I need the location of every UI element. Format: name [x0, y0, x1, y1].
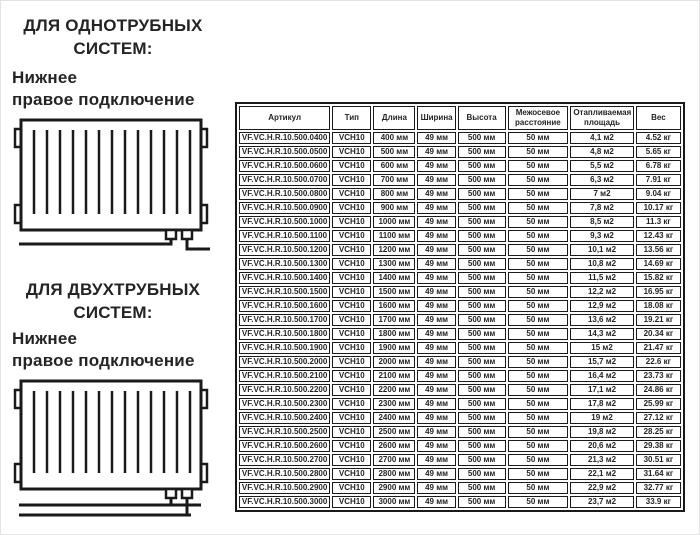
table-cell: 1300 мм	[373, 258, 415, 270]
table-row	[239, 216, 681, 228]
table-cell: 49 мм	[417, 440, 455, 452]
table-cell: 500 мм	[458, 244, 506, 256]
table-cell: 28.25 кг	[636, 426, 681, 438]
table-cell: 14.69 кг	[636, 258, 681, 270]
table-cell: VF.VC.H.R.10.500.1300	[239, 258, 330, 270]
table-cell: 32.77 кг	[636, 482, 681, 494]
table-cell: 20.34 кг	[636, 328, 681, 340]
table-cell: VF.VC.H.R.10.500.2900	[239, 482, 330, 494]
table-cell: 500 мм	[458, 272, 506, 284]
table-cell: 49 мм	[417, 132, 455, 144]
table-row	[239, 356, 681, 368]
table-cell: 49 мм	[417, 300, 455, 312]
table-cell: 49 мм	[417, 412, 455, 424]
table-cell: 49 мм	[417, 258, 455, 270]
table-row	[239, 174, 681, 186]
table-cell: 49 мм	[417, 216, 455, 228]
table-cell: 500 мм	[458, 482, 506, 494]
table-cell: 21.47 кг	[636, 342, 681, 354]
table-cell: VCH10	[332, 398, 371, 410]
table-cell: 50 мм	[508, 258, 569, 270]
table-cell: 49 мм	[417, 146, 455, 158]
table-row	[239, 230, 681, 242]
table-cell: 50 мм	[508, 412, 569, 424]
table-row	[239, 328, 681, 340]
table-cell: VCH10	[332, 160, 371, 172]
table-cell: 50 мм	[508, 468, 569, 480]
table-cell: VF.VC.H.R.10.500.1200	[239, 244, 330, 256]
table-cell: 500 мм	[458, 230, 506, 242]
table-cell: 49 мм	[417, 286, 455, 298]
table-cell: 500 мм	[458, 398, 506, 410]
table-cell: 2800 мм	[373, 468, 415, 480]
table-cell: 500 мм	[458, 160, 506, 172]
table-cell: 10.17 кг	[636, 202, 681, 214]
table-cell: 14,3 м2	[570, 328, 633, 340]
table-cell: 50 мм	[508, 272, 569, 284]
table-cell: 50 мм	[508, 132, 569, 144]
table-row	[239, 482, 681, 494]
table-cell: 16,4 м2	[570, 370, 633, 382]
table-cell: 500 мм	[458, 300, 506, 312]
table-cell: 1100 мм	[373, 230, 415, 242]
section-subtitle-line1: Нижнее	[12, 329, 78, 348]
table-cell: 23.73 кг	[636, 370, 681, 382]
table-cell: VF.VC.H.R.10.500.2300	[239, 398, 330, 410]
radiator-two-pipe-diagram-icon	[11, 371, 221, 521]
table-cell: VF.VC.H.R.10.500.1900	[239, 342, 330, 354]
table-cell: VF.VC.H.R.10.500.2700	[239, 454, 330, 466]
section-title-line1: ДЛЯ ОДНОТРУБНЫХ	[23, 16, 203, 35]
table-cell: 500 мм	[458, 356, 506, 368]
table-cell: 500 мм	[458, 314, 506, 326]
table-row	[239, 188, 681, 200]
table-cell: 9,3 м2	[570, 230, 633, 242]
table-cell: 17,8 м2	[570, 398, 633, 410]
table-cell: 50 мм	[508, 230, 569, 242]
table-cell: VCH10	[332, 370, 371, 382]
table-cell: 2600 мм	[373, 440, 415, 452]
table-cell: VCH10	[332, 384, 371, 396]
table-cell: VCH10	[332, 188, 371, 200]
table-cell: 50 мм	[508, 454, 569, 466]
table-cell: 50 мм	[508, 426, 569, 438]
column-header: Высота	[458, 106, 506, 130]
table-cell: 400 мм	[373, 132, 415, 144]
table-cell: 4,8 м2	[570, 146, 633, 158]
table-cell: 50 мм	[508, 314, 569, 326]
table-cell: 9.04 кг	[636, 188, 681, 200]
table-row	[239, 258, 681, 270]
table-cell: 500 мм	[458, 440, 506, 452]
table-cell: VCH10	[332, 230, 371, 242]
table-cell: 31.64 кг	[636, 468, 681, 480]
table-cell: VCH10	[332, 216, 371, 228]
table-cell: 49 мм	[417, 496, 455, 508]
table-cell: VCH10	[332, 454, 371, 466]
table-cell: VCH10	[332, 146, 371, 158]
column-header: Ширина	[417, 106, 455, 130]
table-cell: 3000 мм	[373, 496, 415, 508]
table-cell: 49 мм	[417, 160, 455, 172]
section-title-line2: СИСТЕМ:	[73, 303, 153, 322]
table-cell: VF.VC.H.R.10.500.0800	[239, 188, 330, 200]
table-cell: 50 мм	[508, 146, 569, 158]
table-cell: 49 мм	[417, 188, 455, 200]
table-cell: 1000 мм	[373, 216, 415, 228]
table-cell: 50 мм	[508, 342, 569, 354]
table-cell: 50 мм	[508, 244, 569, 256]
table-cell: 500 мм	[458, 496, 506, 508]
table-row	[239, 300, 681, 312]
table-cell: 5.65 кг	[636, 146, 681, 158]
table-cell: 50 мм	[508, 286, 569, 298]
table-row	[239, 314, 681, 326]
table-cell: 15,7 м2	[570, 356, 633, 368]
table-cell: 2100 мм	[373, 370, 415, 382]
table-cell: 1800 мм	[373, 328, 415, 340]
table-cell: VF.VC.H.R.10.500.0600	[239, 160, 330, 172]
section-title-line1: ДЛЯ ДВУХТРУБНЫХ	[25, 280, 201, 299]
table-cell: 500 мм	[458, 468, 506, 480]
table-cell: 500 мм	[458, 202, 506, 214]
section-title-line2: СИСТЕМ:	[73, 39, 153, 58]
table-row	[239, 468, 681, 480]
table-cell: VCH10	[332, 258, 371, 270]
table-cell: 1500 мм	[373, 286, 415, 298]
table-row	[239, 202, 681, 214]
table-cell: VCH10	[332, 468, 371, 480]
section-subtitle-single-pipe	[12, 67, 195, 111]
table-cell: 2900 мм	[373, 482, 415, 494]
table-row	[239, 244, 681, 256]
table-cell: VCH10	[332, 440, 371, 452]
table-cell: 800 мм	[373, 188, 415, 200]
table-row	[239, 426, 681, 438]
table-cell: VF.VC.H.R.10.500.0400	[239, 132, 330, 144]
table-cell: VF.VC.H.R.10.500.0700	[239, 174, 330, 186]
table-cell: 6.78 кг	[636, 160, 681, 172]
section-subtitle-line2: правое подключение	[12, 90, 195, 109]
table-row	[239, 412, 681, 424]
spec-table-body	[239, 132, 681, 508]
table-row	[239, 440, 681, 452]
table-cell: 25.99 кг	[636, 398, 681, 410]
table-cell: 23,7 м2	[570, 496, 633, 508]
table-cell: 50 мм	[508, 370, 569, 382]
table-cell: VF.VC.H.R.10.500.2200	[239, 384, 330, 396]
table-cell: 49 мм	[417, 230, 455, 242]
spec-table	[235, 102, 685, 512]
table-cell: 700 мм	[373, 174, 415, 186]
table-cell: VF.VC.H.R.10.500.2000	[239, 356, 330, 368]
table-cell: VF.VC.H.R.10.500.1600	[239, 300, 330, 312]
table-cell: 500 мм	[458, 258, 506, 270]
table-cell: 500 мм	[458, 384, 506, 396]
table-cell: VCH10	[332, 314, 371, 326]
table-cell: 500 мм	[458, 426, 506, 438]
table-cell: VCH10	[332, 412, 371, 424]
table-cell: 12.43 кг	[636, 230, 681, 242]
table-cell: 29.38 кг	[636, 440, 681, 452]
table-header-row	[239, 106, 681, 130]
column-header: Длина	[373, 106, 415, 130]
table-cell: 49 мм	[417, 370, 455, 382]
table-cell: 27.12 кг	[636, 412, 681, 424]
table-cell: 22.6 кг	[636, 356, 681, 368]
table-cell: 7.91 кг	[636, 174, 681, 186]
table-row	[239, 384, 681, 396]
table-cell: 11,5 м2	[570, 272, 633, 284]
table-cell: 2300 мм	[373, 398, 415, 410]
table-cell: 19,8 м2	[570, 426, 633, 438]
table-cell: 49 мм	[417, 272, 455, 284]
table-cell: 13.56 кг	[636, 244, 681, 256]
table-cell: 500 мм	[458, 412, 506, 424]
table-cell: 50 мм	[508, 440, 569, 452]
table-cell: 50 мм	[508, 216, 569, 228]
table-cell: 19.21 кг	[636, 314, 681, 326]
table-cell: 49 мм	[417, 202, 455, 214]
table-cell: VCH10	[332, 482, 371, 494]
table-row	[239, 398, 681, 410]
table-cell: 50 мм	[508, 328, 569, 340]
table-cell: 500 мм	[458, 342, 506, 354]
table-cell: 500 мм	[458, 328, 506, 340]
table-row	[239, 286, 681, 298]
table-cell: 17,1 м2	[570, 384, 633, 396]
spec-table-container	[235, 102, 685, 512]
table-cell: 49 мм	[417, 314, 455, 326]
table-cell: VCH10	[332, 356, 371, 368]
table-cell: 13,6 м2	[570, 314, 633, 326]
table-cell: VF.VC.H.R.10.500.1000	[239, 216, 330, 228]
table-cell: VCH10	[332, 132, 371, 144]
table-cell: VF.VC.H.R.10.500.2400	[239, 412, 330, 424]
table-cell: 900 мм	[373, 202, 415, 214]
table-cell: 500 мм	[373, 146, 415, 158]
table-cell: VF.VC.H.R.10.500.1100	[239, 230, 330, 242]
table-cell: 19 м2	[570, 412, 633, 424]
table-row	[239, 146, 681, 158]
table-cell: VCH10	[332, 342, 371, 354]
table-cell: 22,1 м2	[570, 468, 633, 480]
radiator-single-pipe-diagram-icon	[11, 113, 221, 255]
table-cell: 50 мм	[508, 384, 569, 396]
table-cell: 50 мм	[508, 174, 569, 186]
table-cell: 15 м2	[570, 342, 633, 354]
table-cell: VCH10	[332, 286, 371, 298]
table-cell: 49 мм	[417, 356, 455, 368]
table-cell: 49 мм	[417, 174, 455, 186]
table-cell: VCH10	[332, 244, 371, 256]
section-subtitle-line1: Нижнее	[12, 68, 78, 87]
table-cell: VCH10	[332, 328, 371, 340]
table-cell: 50 мм	[508, 496, 569, 508]
table-cell: 21,3 м2	[570, 454, 633, 466]
table-cell: 49 мм	[417, 468, 455, 480]
table-cell: 500 мм	[458, 216, 506, 228]
table-cell: VF.VC.H.R.10.500.1400	[239, 272, 330, 284]
table-cell: 500 мм	[458, 146, 506, 158]
section-title-single-pipe	[9, 14, 217, 60]
section-subtitle-line2: правое подключение	[12, 351, 195, 370]
table-cell: 50 мм	[508, 482, 569, 494]
table-cell: 500 мм	[458, 174, 506, 186]
table-cell: VCH10	[332, 300, 371, 312]
table-cell: 24.86 кг	[636, 384, 681, 396]
column-header: Артикул	[239, 106, 330, 130]
table-cell: 18.08 кг	[636, 300, 681, 312]
table-row	[239, 342, 681, 354]
table-cell: VF.VC.H.R.10.500.1700	[239, 314, 330, 326]
table-row	[239, 370, 681, 382]
table-cell: 6,3 м2	[570, 174, 633, 186]
table-cell: 500 мм	[458, 370, 506, 382]
table-row	[239, 496, 681, 508]
table-cell: 1900 мм	[373, 342, 415, 354]
table-cell: 49 мм	[417, 244, 455, 256]
table-cell: 50 мм	[508, 188, 569, 200]
table-cell: 500 мм	[458, 286, 506, 298]
table-cell: 2700 мм	[373, 454, 415, 466]
table-cell: 500 мм	[458, 188, 506, 200]
table-cell: 12,9 м2	[570, 300, 633, 312]
table-cell: 2000 мм	[373, 356, 415, 368]
table-cell: VF.VC.H.R.10.500.0500	[239, 146, 330, 158]
table-row	[239, 132, 681, 144]
column-header: Тип	[332, 106, 371, 130]
section-subtitle-two-pipe	[12, 328, 195, 372]
column-header: Вес	[636, 106, 681, 130]
table-cell: VCH10	[332, 272, 371, 284]
table-cell: VF.VC.H.R.10.500.1500	[239, 286, 330, 298]
table-cell: 7 м2	[570, 188, 633, 200]
table-cell: 50 мм	[508, 202, 569, 214]
table-cell: 2500 мм	[373, 426, 415, 438]
table-cell: 1200 мм	[373, 244, 415, 256]
table-cell: 49 мм	[417, 384, 455, 396]
table-cell: 20,6 м2	[570, 440, 633, 452]
table-cell: 10,8 м2	[570, 258, 633, 270]
table-cell: VCH10	[332, 174, 371, 186]
table-cell: 33.9 кг	[636, 496, 681, 508]
table-cell: 2200 мм	[373, 384, 415, 396]
table-cell: 11.3 кг	[636, 216, 681, 228]
table-cell: 1700 мм	[373, 314, 415, 326]
table-cell: 49 мм	[417, 328, 455, 340]
table-cell: VF.VC.H.R.10.500.2600	[239, 440, 330, 452]
table-cell: VCH10	[332, 426, 371, 438]
table-cell: VF.VC.H.R.10.500.3000	[239, 496, 330, 508]
column-header: Отапливаемая площадь	[570, 106, 633, 130]
table-cell: VF.VC.H.R.10.500.0900	[239, 202, 330, 214]
table-cell: 50 мм	[508, 160, 569, 172]
table-cell: 50 мм	[508, 356, 569, 368]
table-cell: 4,1 м2	[570, 132, 633, 144]
table-cell: 12,2 м2	[570, 286, 633, 298]
table-cell: 1600 мм	[373, 300, 415, 312]
table-row	[239, 272, 681, 284]
table-cell: VF.VC.H.R.10.500.2800	[239, 468, 330, 480]
table-cell: 5,5 м2	[570, 160, 633, 172]
table-cell: 500 мм	[458, 454, 506, 466]
table-cell: 49 мм	[417, 398, 455, 410]
table-cell: VCH10	[332, 202, 371, 214]
table-cell: VCH10	[332, 496, 371, 508]
table-cell: 30.51 кг	[636, 454, 681, 466]
table-cell: 22,9 м2	[570, 482, 633, 494]
table-cell: 7,8 м2	[570, 202, 633, 214]
table-row	[239, 454, 681, 466]
table-cell: 10,1 м2	[570, 244, 633, 256]
table-cell: 49 мм	[417, 454, 455, 466]
table-cell: 49 мм	[417, 342, 455, 354]
table-row	[239, 160, 681, 172]
table-cell: 50 мм	[508, 300, 569, 312]
table-cell: 500 мм	[458, 132, 506, 144]
table-cell: 50 мм	[508, 398, 569, 410]
table-cell: 15.82 кг	[636, 272, 681, 284]
section-title-two-pipe	[9, 278, 217, 324]
table-cell: 2400 мм	[373, 412, 415, 424]
table-cell: VF.VC.H.R.10.500.2500	[239, 426, 330, 438]
table-cell: 8,5 м2	[570, 216, 633, 228]
table-cell: 16.95 кг	[636, 286, 681, 298]
table-cell: VF.VC.H.R.10.500.2100	[239, 370, 330, 382]
table-cell: 4.52 кг	[636, 132, 681, 144]
column-header: Межосевое расстояние	[508, 106, 569, 130]
table-cell: 1400 мм	[373, 272, 415, 284]
table-cell: 49 мм	[417, 426, 455, 438]
table-cell: 49 мм	[417, 482, 455, 494]
table-cell: 600 мм	[373, 160, 415, 172]
table-cell: VF.VC.H.R.10.500.1800	[239, 328, 330, 340]
